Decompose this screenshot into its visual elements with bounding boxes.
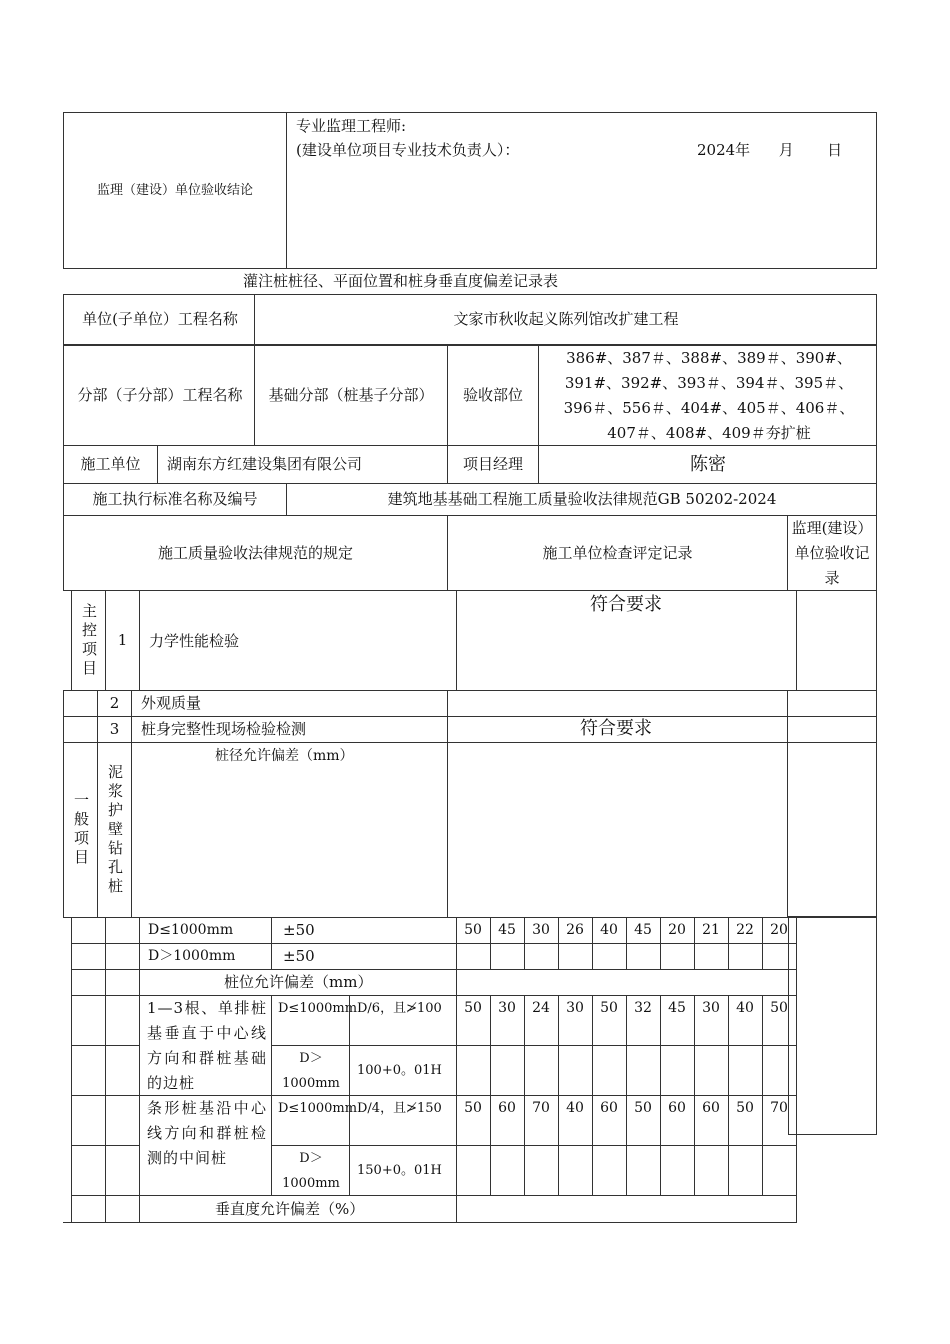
group1-cond-1: D≤1000mm — [278, 1001, 358, 1016]
group2-tol-1: D/4，且≯150 — [357, 1101, 442, 1116]
value-cell: 30 — [498, 1000, 516, 1016]
main-result-cell-2 — [447, 690, 788, 717]
col-line-c — [456, 917, 457, 1223]
check-header: 施工单位检查评定记录 — [542, 543, 693, 562]
group1-tol-1: D/6，且≯100 — [357, 1001, 442, 1016]
group1-cond-2: D＞1000mm — [282, 1051, 340, 1091]
diameter-cond-1: D≤1000mm — [148, 922, 234, 938]
value-cell: 45 — [634, 922, 652, 938]
main-no-1: 1 — [117, 631, 128, 649]
value-cell: 60 — [600, 1100, 618, 1116]
group1-desc: 1—3根、单排桩基垂直于中心线方向和群桩基础的边桩 — [147, 999, 267, 1092]
value-cell: 50 — [770, 1000, 788, 1016]
main-no-3: 3 — [109, 720, 120, 738]
value-cell: 70 — [770, 1100, 788, 1116]
col-line-d — [271, 917, 272, 970]
supervision-header: 监理(建设）单位验收记录 — [791, 518, 873, 587]
value-cell: 26 — [566, 922, 584, 938]
subproject-label: 分部（子分部）工程名称 — [77, 386, 243, 404]
value-cell: 60 — [668, 1100, 686, 1116]
tech-line: (建设单位项目专业技术负责人）： — [296, 141, 520, 159]
group2-cond-1: D≤1000mm — [278, 1101, 358, 1116]
pm-label: 项目经理 — [462, 455, 523, 473]
location-value: 386#、387＃、388#、389＃、390#、391#、392#、393＃、394＃、395＃、396＃、556＃、404#、405＃、406＃、407＃、408#、409＃夯扩桩 — [563, 348, 855, 442]
main-label: 主控项目 — [80, 602, 98, 679]
value-cell: 30 — [532, 922, 550, 938]
group2-cond-2: D＞1000mm — [282, 1151, 340, 1191]
value-cell: 50 — [736, 1100, 754, 1116]
value-cell: 50 — [464, 1100, 482, 1116]
subproject-value: 基础分部（桩基子分部） — [268, 386, 434, 404]
diameter-tol-2: ±50 — [283, 947, 315, 965]
main-name-2: 外观质量 — [141, 694, 202, 712]
conclusion-label: 监理（建设）单位验收结论 — [96, 183, 253, 198]
value-cell: 24 — [532, 1000, 550, 1016]
value-cell: 45 — [668, 1000, 686, 1016]
position-header: 桩位允许偏差（mm） — [224, 973, 373, 991]
standard-value: 建筑地基基础工程施工质量验收法律规范GB 50202-2024 — [387, 490, 777, 508]
contractor-value: 湖南东方红建设集团有限公司 — [167, 455, 363, 473]
col-line-a — [105, 917, 106, 1223]
value-cell: 50 — [464, 1000, 482, 1016]
pm-value: 陈密 — [690, 454, 726, 475]
main-result-3: 符合要求 — [580, 718, 652, 739]
project-value: 文家市秋收起义陈列馆改扩建工程 — [453, 310, 679, 328]
main-name-3: 桩身完整性现场检验检测 — [141, 720, 307, 738]
standard-label: 施工执行标准名称及编号 — [92, 490, 258, 508]
main-blank-cell-3 — [63, 716, 98, 743]
value-cell: 22 — [736, 922, 754, 938]
value-cell: 32 — [634, 1000, 652, 1016]
value-cell: 20 — [770, 922, 788, 938]
date-line: 2024年 月 日 — [697, 141, 843, 159]
general-label: 一般项目 — [72, 792, 90, 868]
diameter-tol-1: ±50 — [283, 921, 315, 939]
value-cell: 70 — [532, 1100, 550, 1116]
vertical-header: 垂直度允许偏差（%） — [215, 1200, 365, 1218]
main-name-1: 力学性能检验 — [149, 632, 240, 650]
main-blank-cell-2 — [63, 690, 98, 717]
contractor-label: 施工单位 — [80, 455, 141, 473]
group2-tol-2: 150+0。01H — [357, 1163, 442, 1178]
value-cell: 20 — [668, 922, 686, 938]
value-cell: 50 — [464, 922, 482, 938]
value-cell: 45 — [498, 922, 516, 938]
value-cell: 30 — [566, 1000, 584, 1016]
col-line-e — [271, 995, 272, 1196]
col-line-f — [349, 995, 350, 1196]
main-result-1: 符合要求 — [590, 594, 662, 615]
value-cell: 50 — [634, 1100, 652, 1116]
main-no-2: 2 — [109, 694, 120, 712]
value-cell: 40 — [566, 1100, 584, 1116]
lower-supervision-box — [788, 916, 877, 1135]
value-cell: 40 — [736, 1000, 754, 1016]
vertical-header-row — [71, 1195, 797, 1223]
group2-desc: 条形桩基沿中心线方向和群桩检测的中间桩 — [147, 1099, 267, 1167]
value-cell: 30 — [702, 1000, 720, 1016]
col-line-b — [139, 917, 140, 1223]
diameter-cond-2: D＞1000mm — [148, 948, 236, 964]
position-header-row — [71, 969, 797, 996]
engineer-line: 专业监理工程师: — [296, 117, 407, 135]
diameter-header: 桩径允许偏差（mm） — [215, 748, 354, 764]
value-cell: 60 — [702, 1100, 720, 1116]
project-label: 单位(子单位）工程名称 — [82, 310, 238, 328]
bottom-stub-line — [63, 1222, 72, 1223]
value-cell: 60 — [498, 1100, 516, 1116]
group1-tol-2: 100+0。01H — [357, 1063, 442, 1078]
rules-header: 施工质量验收法律规范的规定 — [157, 543, 353, 562]
pile-type: 泥浆护壁钻孔桩 — [106, 763, 124, 897]
general-check-cell — [447, 742, 788, 918]
location-label: 验收部位 — [462, 386, 523, 404]
value-cell: 50 — [600, 1000, 618, 1016]
value-cell: 40 — [600, 922, 618, 938]
form-title: 灌注桩桩径、平面位置和桩身垂直度偏差记录表 — [243, 272, 559, 290]
value-cell: 21 — [702, 922, 720, 938]
